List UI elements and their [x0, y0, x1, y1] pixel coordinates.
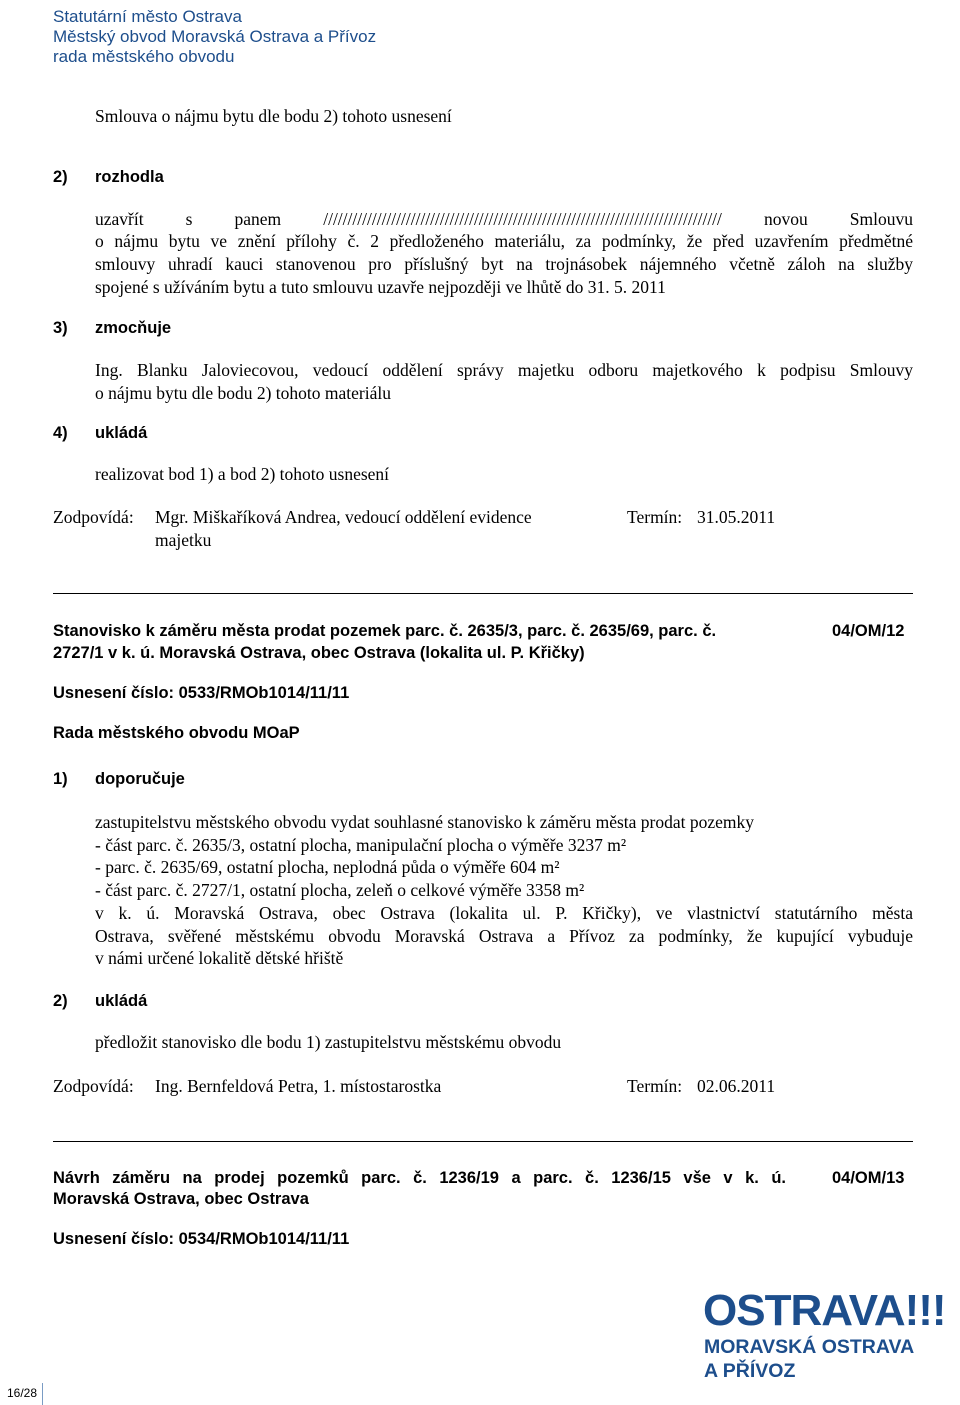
resolution-number: Usnesení číslo: 0533/RMOb1014/11/11	[53, 684, 350, 702]
responsible-person-cont: majetku	[155, 530, 212, 550]
item-verb: ukládá	[95, 992, 148, 1010]
resolution-number: Usnesení číslo: 0534/RMOb1014/11/11	[53, 1230, 350, 1248]
recommendation-line: Ostrava, svěřené městskému obvodu Moravská Ostrava a Přívoz za podmínky, že kupující vybuduje	[95, 926, 913, 946]
agenda-title-line: Návrh záměru na prodej pozemků parc. č. 1236/19 a parc. č. 1236/15 vše v k. ú.	[53, 1169, 786, 1187]
decision-text-line: smlouvy uhradí kauci stanovenou pro příslušný byt na trojnásobek nájemného včetně záloh na služby	[95, 254, 913, 274]
task-text: předložit stanovisko dle bodu 1) zastupitelstvu městskému obvodu	[95, 1032, 562, 1052]
authorization-text-line: o nájmu bytu dle bodu 2) tohoto materiálu	[95, 383, 391, 403]
parcel-line: - část parc. č. 2635/3, ostatní plocha, manipulační plocha o výměře 3237 m²	[95, 835, 627, 855]
section-divider	[53, 1141, 913, 1142]
logo-wordmark: OSTRAVA!!!	[703, 1286, 946, 1335]
agenda-code: 04/OM/13	[832, 1169, 905, 1187]
task-text: realizovat bod 1) a bod 2) tohoto usnesení	[95, 464, 390, 484]
ostrava-logo	[703, 1286, 958, 1389]
item-number: 2)	[53, 168, 68, 186]
header-council: rada městského obvodu	[53, 47, 235, 66]
logo-district-line: A PŘÍVOZ	[704, 1360, 796, 1382]
item-1-heading	[53, 769, 185, 790]
section-divider	[53, 593, 913, 594]
recommendation-line: v námi určené lokalitě dětské hřiště	[95, 948, 344, 968]
item-number: 1)	[53, 770, 68, 788]
item-number: 3)	[53, 319, 68, 337]
recommendation-line: zastupitelstvu městského obvodu vydat souhlasné stanovisko k záměru města prodat pozemky	[95, 812, 755, 832]
recommendation-line: v k. ú. Moravská Ostrava, obec Ostrava (lokalita ul. P. Křičky), ve vlastnictví statutárního města	[95, 903, 913, 923]
council-name: Rada městského obvodu MOaP	[53, 724, 300, 742]
header-district: Městský obvod Moravská Ostrava a Přívoz	[53, 27, 377, 46]
page-number-box	[0, 1383, 43, 1405]
agenda-title-line: Stanovisko k záměru města prodat pozemek parc. č. 2635/3, parc. č. 2635/69, parc. č.	[53, 622, 717, 640]
header-city: Statutární město Ostrava	[53, 7, 242, 26]
decision-text-line: o nájmu bytu ve znění přílohy č. 2 předloženého materiálu, za podmínky, že před uzavřením předmětné	[95, 231, 913, 251]
responsible-person: Mgr. Miškaříková Andrea, vedoucí oddělení evidence	[155, 507, 532, 527]
item-2-heading	[53, 991, 147, 1012]
item-2-heading	[53, 167, 164, 188]
deadline-label: Termín:	[627, 507, 683, 527]
responsible-label: Zodpovídá:	[53, 1076, 134, 1096]
deadline-label: Termín:	[627, 1076, 683, 1096]
page-number: 16/28	[6, 1386, 37, 1400]
item-number: 4)	[53, 424, 68, 442]
item-verb: zmocňuje	[95, 319, 172, 337]
agenda-title-line: Moravská Ostrava, obec Ostrava	[53, 1190, 309, 1208]
agenda-code: 04/OM/12	[832, 622, 905, 640]
item-verb: doporučuje	[95, 770, 185, 788]
responsible-label: Zodpovídá:	[53, 507, 134, 527]
item-3-heading	[53, 318, 171, 339]
decision-text-line: uzavřít s panem ////////////////////////////////////////////////////////////////////////////////// novou Smlouvu	[95, 209, 913, 229]
deadline-date: 31.05.2011	[697, 507, 776, 527]
parcel-line: - parc. č. 2635/69, ostatní plocha, neplodná půda o výměře 604 m²	[95, 857, 560, 877]
item-4-heading	[53, 423, 147, 444]
deadline-date: 02.06.2011	[697, 1076, 776, 1096]
item-verb: ukládá	[95, 424, 148, 442]
responsible-person: Ing. Bernfeldová Petra, 1. místostarostka	[155, 1076, 442, 1096]
logo-district-line: MORAVSKÁ OSTRAVA	[704, 1336, 915, 1358]
agenda-title-line: 2727/1 v k. ú. Moravská Ostrava, obec Ostrava (lokalita ul. P. Křičky)	[53, 644, 585, 662]
decision-text-line: spojené s užíváním bytu a tuto smlouvu uzavře nejpozději ve lhůtě do 31. 5. 2011	[95, 277, 666, 297]
item-number: 2)	[53, 992, 68, 1010]
item-verb: rozhodla	[95, 168, 164, 186]
authorization-text-line: Ing. Blanku Jaloviecovou, vedoucí oddělení správy majetku odboru majetkového k podpisu Smlouvy	[95, 360, 913, 380]
contract-intro-line: Smlouva o nájmu bytu dle bodu 2) tohoto usnesení	[95, 106, 452, 126]
parcel-line: - část parc. č. 2727/1, ostatní plocha, zeleň o celkové výměře 3358 m²	[95, 880, 585, 900]
